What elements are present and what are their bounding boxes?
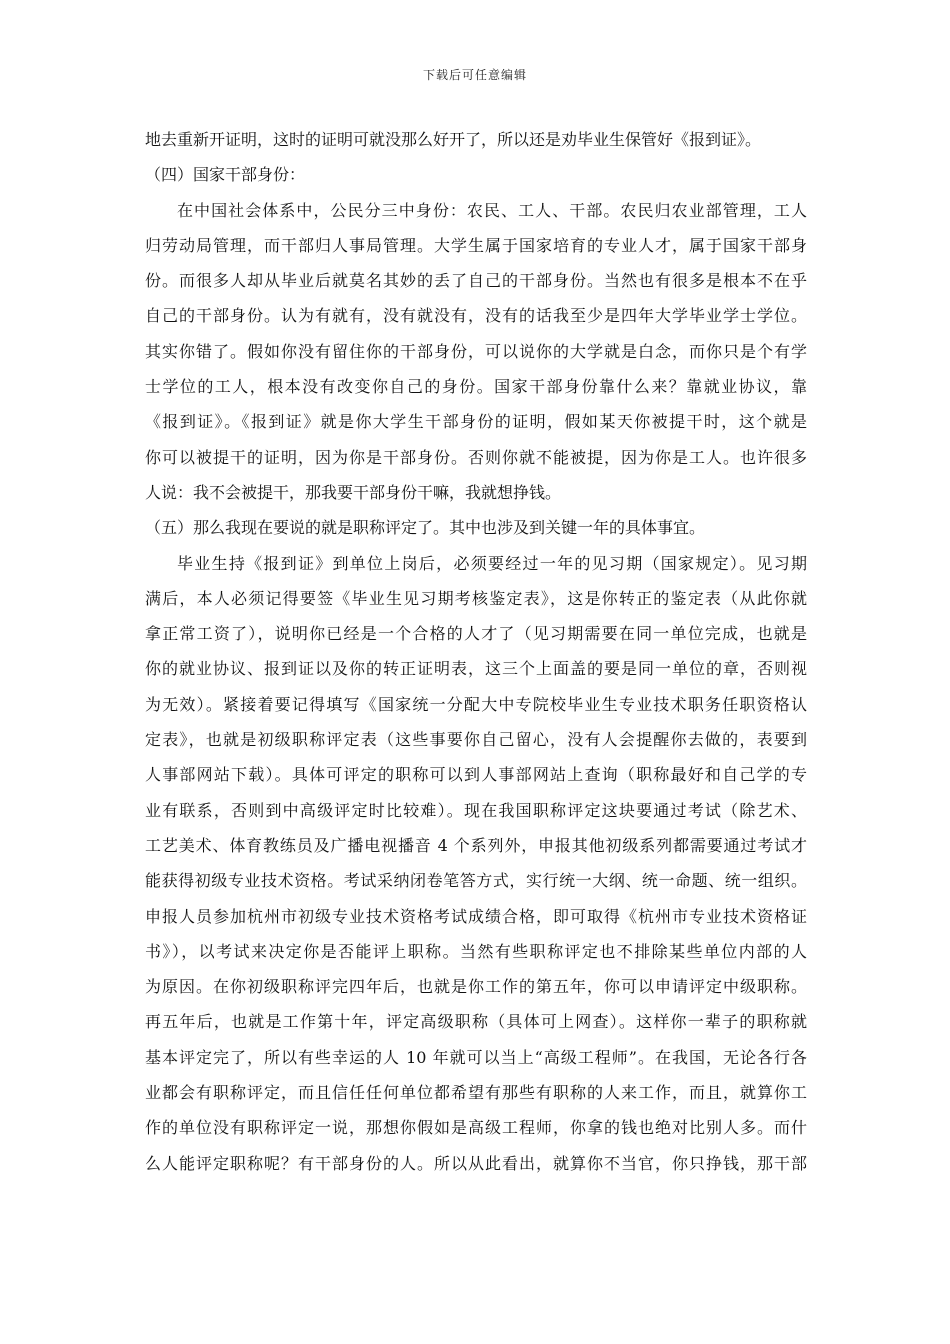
paragraph-line: 为原因。在你初级职称评完四年后，也就是你工作的第五年，你可以申请评定中级职称。 xyxy=(145,977,807,997)
paragraph-line: 再五年后，也就是工作第十年，评定高级职称（具体可上网查）。这样你一辈子的职称就 xyxy=(145,1012,807,1032)
paragraph-line: 业都会有职称评定，而且信任任何单位都希望有那些有职称的人来工作，而且，就算你工 xyxy=(145,1083,807,1103)
paragraph-line: 为无效）。紧接着要记得填写《国家统一分配大中专院校毕业生专业技术职务任职资格认 xyxy=(145,694,807,714)
paragraph-line: 其实你错了。假如你没有留住你的干部身份，可以说你的大学就是白念，而你只是个有学 xyxy=(145,341,807,361)
paragraph-line: 定表》，也就是初级职称评定表（这些事要你自己留心，没有人会提醒你去做的，表要到 xyxy=(145,730,807,750)
document-body xyxy=(145,122,807,1181)
paragraph-line: 满后，本人必须记得要签《毕业生见习期考核鉴定表》，这是你转正的鉴定表（从此你就 xyxy=(145,588,807,608)
paragraph-line: 你可以被提干的证明，因为你是干部身份。否则你就不能被提，因为你是工人。也许很多 xyxy=(145,447,807,467)
paragraph-line: 《报到证》。《报到证》就是你大学生干部身份的证明，假如某天你被提干时，这个就是 xyxy=(145,412,807,432)
section-heading: （五）那么我现在要说的就是职称评定了。其中也涉及到关键一年的具体事宜。 xyxy=(145,518,706,538)
paragraph-line: 基本评定完了，所以有些幸运的人 10 年就可以当上“高级工程师”。在我国，无论各行各 xyxy=(145,1047,807,1067)
paragraph-line: 士学位的工人，根本没有改变你自己的身份。国家干部身份靠什么来？靠就业协议，靠 xyxy=(145,377,807,397)
paragraph-line: 业有联系，否则到中高级评定时比较难）。现在我国职称评定这块要通过考试（除艺术、 xyxy=(145,800,807,820)
paragraph-line: 归劳动局管理，而干部归人事局管理。大学生属于国家培育的专业人才，属于国家干部身 xyxy=(145,235,807,255)
page-header: 下载后可任意编辑 xyxy=(422,68,527,82)
paragraph-line: 人说：我不会被提干，那我要干部身份干嘛，我就想挣钱。 xyxy=(145,482,562,502)
section-heading: （四）国家干部身份： xyxy=(145,165,306,185)
paragraph-line: 书》），以考试来决定你是否能评上职称。当然有些职称评定也不排除某些单位内部的人 xyxy=(145,941,807,961)
paragraph-line: 作的单位没有职称评定一说，那想你假如是高级工程师，你拿的钱也绝对比别人多。而什 xyxy=(145,1118,807,1138)
paragraph-line: 你的就业协议、报到证以及你的转正证明表，这三个上面盖的要是同一单位的章，否则视 xyxy=(145,659,807,679)
paragraph-line: 能获得初级专业技术资格。考试采纳闭卷笔答方式，实行统一大纲、统一命题、统一组织。 xyxy=(145,871,807,891)
paragraph-line: 工艺美术、体育教练员及广播电视播音 4 个系列外，申报其他初级系列都需要通过考试才 xyxy=(145,835,807,855)
paragraph-line: 地去重新开证明，这时的证明可就没那么好开了，所以还是劝毕业生保管好《报到证》。 xyxy=(145,130,762,149)
paragraph-line: 申报人员参加杭州市初级专业技术资格考试成绩合格，即可取得《杭州市专业技术资格证 xyxy=(145,906,807,926)
paragraph-line: 拿正常工资了），说明你已经是一个合格的人才了（见习期需要在同一单位完成，也就是 xyxy=(145,624,807,644)
paragraph-line: 人事部网站下载）。具体可评定的职称可以到人事部网站上查询（职称最好和自己学的专 xyxy=(145,765,807,785)
paragraph-line: 份。而很多人却从毕业后就莫名其妙的丢了自己的干部身份。当然也有很多是根本不在乎 xyxy=(145,271,807,291)
paragraph-line: 在中国社会体系中，公民分三中身份：农民、工人、干部。农民归农业部管理，工人 xyxy=(177,200,807,220)
paragraph-line: 么人能评定职称呢？有干部身份的人。所以从此看出，就算你不当官，你只挣钱，那干部 xyxy=(145,1153,807,1173)
paragraph-line: 毕业生持《报到证》到单位上岗后，必须要经过一年的见习期（国家规定）。见习期 xyxy=(177,553,807,573)
paragraph-line: 自己的干部身份。认为有就有，没有就没有，没有的话我至少是四年大学毕业学士学位。 xyxy=(145,306,807,326)
